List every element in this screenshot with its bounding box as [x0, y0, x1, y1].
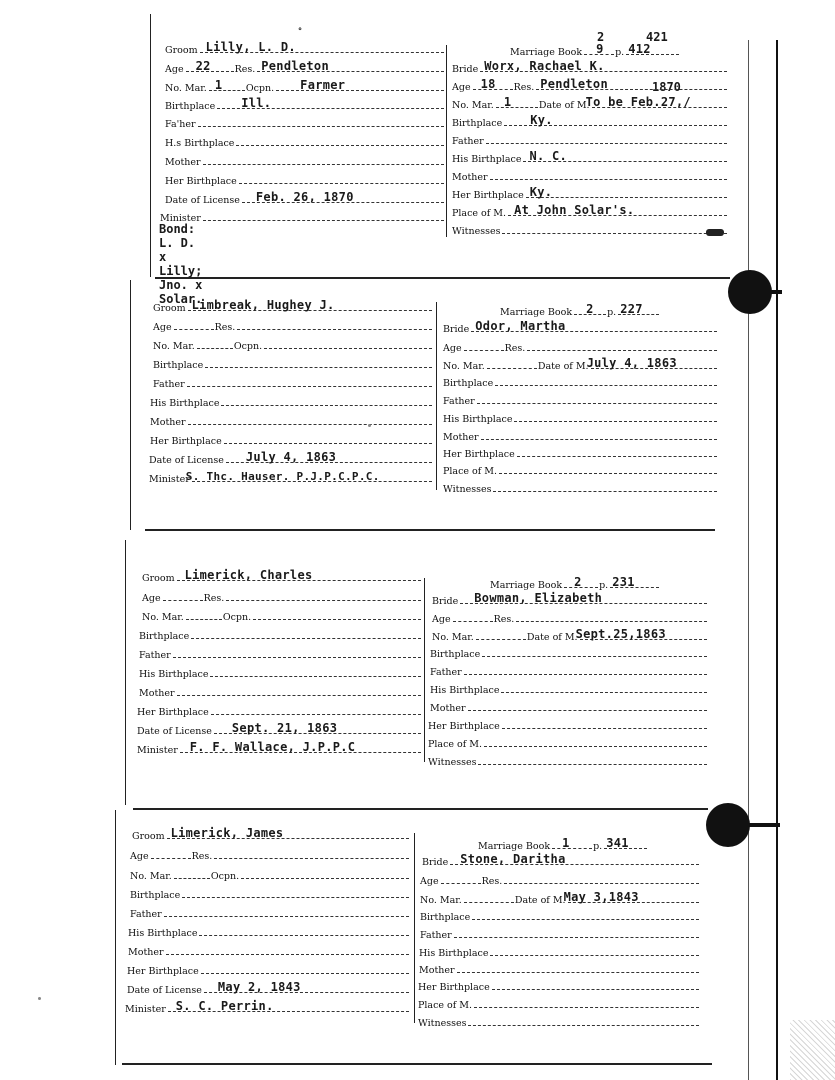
- groom-row: [132, 824, 410, 842]
- card-column-divider: [436, 302, 437, 490]
- bride-his-birthplace-row: [452, 147, 728, 165]
- bride-birthplace-row: [452, 111, 728, 129]
- minister-name: F. F. Wallace, J.P.P.C: [189, 740, 356, 754]
- father-row: [139, 643, 422, 661]
- birthplace-row: [153, 353, 433, 371]
- witnesses-label: Witnesses: [418, 1018, 467, 1029]
- place-of-marriage: At John Solar's.: [514, 203, 635, 217]
- date-of-license-label: Date of License: [165, 195, 240, 206]
- res-label: Res.: [513, 82, 535, 93]
- date-of-license: Feb. 26, 1870: [255, 190, 354, 204]
- marriage-book: 9: [596, 42, 604, 56]
- marriage-book-above: 2: [597, 30, 605, 44]
- date-of-m-label: Date of M.: [514, 895, 566, 906]
- date-of-marriage: To be Feb.27,/: [585, 95, 691, 109]
- mother-row: [128, 940, 410, 958]
- p-label: p.: [593, 841, 603, 852]
- groom-label: Groom: [153, 303, 186, 314]
- ink-blot: [706, 229, 724, 236]
- bride-her-birthplace-row: [443, 442, 718, 460]
- no-mar-label: No. Mar.: [130, 871, 172, 882]
- groom-label: Groom: [165, 45, 198, 56]
- his-birthplace-row: [139, 662, 422, 680]
- his-birthplace-row: [128, 921, 410, 939]
- birthplace-label: Birthplace: [165, 101, 216, 112]
- bride-his-birthplace: N. C.: [529, 149, 568, 163]
- her-birthplace-label: Her Birthplace: [452, 190, 524, 201]
- birthplace-label: Birthplace: [130, 890, 181, 901]
- bride-row: [443, 317, 718, 335]
- card-separator: [133, 808, 708, 810]
- place-of-m-row: [452, 201, 728, 219]
- witnesses-row: [443, 477, 718, 495]
- card-column-divider: [446, 45, 447, 237]
- place-of-m-row: [418, 993, 700, 1011]
- place-of-m-label: Place of M.: [452, 208, 507, 219]
- groom-name: Lilly, L. D.: [205, 40, 296, 54]
- mother-label: Mother: [139, 688, 175, 699]
- age-label: Age: [130, 851, 149, 862]
- birthplace-label: Birthplace: [420, 912, 471, 923]
- marriage-book: 1: [562, 836, 570, 850]
- marriage-book-page: 227: [620, 302, 643, 316]
- mother-label: Mother: [452, 172, 488, 183]
- bride-label: Bride: [422, 857, 449, 868]
- minister-name: S. Thc. Hauser. P.J.P.C.P.C.: [185, 470, 380, 483]
- no-mar-label: No. Mar.: [153, 341, 195, 352]
- his-birthplace-label: His Birthplace: [430, 685, 500, 696]
- bride-nomar-row: [452, 93, 728, 111]
- age-label: Age: [432, 614, 451, 625]
- mother-label: Mother: [128, 947, 164, 958]
- her-birthplace-row: [137, 700, 422, 718]
- marriage-book: 2: [574, 575, 582, 589]
- bride-his-birthplace-row: [443, 407, 718, 425]
- age-label: Age: [420, 876, 439, 887]
- marriage-book-page: 412: [628, 42, 651, 56]
- her-birthplace-label: Her Birthplace: [165, 176, 237, 187]
- bride-name: Odor, Martha: [475, 319, 566, 333]
- bride-label: Bride: [443, 324, 470, 335]
- groom-name: Limerick, Charles: [184, 568, 313, 582]
- bride-his-birthplace-row: [430, 678, 708, 696]
- minister-label: Minister: [137, 745, 178, 756]
- witnesses-label: Witnesses: [452, 226, 501, 237]
- father-row: [165, 112, 445, 130]
- bride-age-res-row: [432, 607, 708, 625]
- groom-label: Groom: [142, 573, 175, 584]
- card-left-edge: [125, 540, 126, 805]
- marriage-book-row: [510, 40, 680, 58]
- bride-row: [422, 850, 700, 868]
- bride-age-res-row: [452, 75, 728, 93]
- page-right-edge: [776, 40, 778, 1080]
- father-label: Fa'her: [165, 119, 196, 130]
- p-label: p.: [615, 47, 625, 58]
- bride-her-birthplace-row: [428, 714, 708, 732]
- groom-name: Limerick, James: [170, 826, 284, 840]
- date-of-license-label: Date of License: [149, 455, 224, 466]
- no-mar-label: No. Mar.: [443, 361, 485, 372]
- minister-row: [137, 738, 422, 756]
- bride-age: 18: [480, 77, 496, 91]
- bride-nomar-row: [420, 888, 700, 906]
- groom-row: [153, 296, 433, 314]
- mother-label: Mother: [430, 703, 466, 714]
- place-of-m-row: [443, 459, 718, 477]
- card-separator: [122, 1063, 712, 1065]
- bride-age-res-row: [420, 869, 700, 887]
- her-birthplace-label: Her Birthplace: [127, 966, 199, 977]
- mother-row: [139, 681, 422, 699]
- age-label: Age: [165, 64, 184, 75]
- date-of-license-row: [165, 188, 445, 206]
- her-birthplace-row: [165, 169, 445, 187]
- minister-row: [160, 206, 445, 224]
- bride-father-row: [420, 923, 700, 941]
- bride-name: Stone, Daritha: [460, 852, 566, 866]
- witnesses-label: Witnesses: [443, 484, 492, 495]
- her-birthplace-label: Her Birthplace: [137, 707, 209, 718]
- res-label: Res.: [493, 614, 515, 625]
- nomar-ocpn-row: [153, 334, 433, 352]
- groom-row: [165, 38, 445, 56]
- date-of-marriage: May 3,1843: [563, 890, 639, 904]
- bride-birthplace-row: [443, 371, 718, 389]
- bride-her-birthplace: Ky.: [529, 185, 553, 199]
- groom-label: Groom: [132, 831, 165, 842]
- date-of-m-label: Date of M.: [526, 632, 578, 643]
- bride-no-mar: 1: [503, 95, 512, 109]
- place-of-m-label: Place of M.: [443, 466, 498, 477]
- p-label: p.: [607, 307, 617, 318]
- his-birthplace-row: [150, 391, 433, 409]
- date-of-license: July 4, 1863: [245, 450, 337, 464]
- bride-label: Bride: [432, 596, 459, 607]
- bride-father-row: [443, 389, 718, 407]
- bride-res: Pendleton: [540, 77, 608, 91]
- date-of-m-label: Date of M.: [538, 100, 590, 111]
- his-birthplace-row: [165, 131, 445, 149]
- her-birthplace-row: [127, 959, 410, 977]
- witnesses-row: [452, 219, 728, 237]
- bride-label: Bride: [452, 64, 479, 75]
- father-row: [130, 902, 410, 920]
- ocpn-label: Ocpn.: [233, 341, 263, 352]
- date-of-license-label: Date of License: [137, 726, 212, 737]
- groom-name: Limbreak, Hughey J.: [191, 298, 335, 312]
- father-row: [153, 372, 433, 390]
- card-separator: [155, 277, 730, 279]
- res-note: 1870: [652, 80, 681, 94]
- witnesses-label: Witnesses: [428, 757, 477, 768]
- scan-noise: [790, 1020, 835, 1080]
- card-column-divider: [424, 578, 425, 762]
- date-of-license-label: Date of License: [127, 985, 202, 996]
- mother-row: [165, 150, 445, 168]
- father-label: Father: [139, 650, 171, 661]
- bride-mother-row: [452, 165, 728, 183]
- place-of-m-label: Place of M.: [418, 1000, 473, 1011]
- father-label: Father: [420, 930, 452, 941]
- binder-hole-bar: [740, 823, 780, 827]
- his-birthplace-label: His Birthplace: [452, 154, 522, 165]
- birthplace-label: Birthplace: [153, 360, 204, 371]
- bond-note: Bond: L. D. x Lilly; Jno. x Solar.: [159, 222, 203, 306]
- her-birthplace-label: Her Birthplace: [418, 982, 490, 993]
- date-of-license-row: [137, 719, 422, 737]
- groom-row: [142, 566, 422, 584]
- date-of-license: May 2, 1843: [217, 980, 301, 994]
- birthplace-label: Birthplace: [430, 649, 481, 660]
- mother-row: [150, 410, 433, 428]
- place-of-m-row: [428, 732, 708, 750]
- bride-row: [432, 589, 708, 607]
- res-label: Res.: [191, 851, 213, 862]
- page-right-edge-inner: [748, 40, 749, 1080]
- witnesses-row: [428, 750, 708, 768]
- minister-label: Minister: [160, 213, 201, 224]
- bride-her-birthplace-row: [452, 183, 728, 201]
- marriage-book-page: 231: [612, 575, 635, 589]
- nomar-ocpn-row: [165, 76, 445, 94]
- bride-row: [452, 57, 728, 75]
- bride-father-row: [452, 129, 728, 147]
- nomar-ocpn-row: [130, 864, 410, 882]
- groom-birthplace: Ill.: [241, 96, 272, 110]
- her-birthplace-label: Her Birthplace: [443, 449, 515, 460]
- birthplace-label: Birthplace: [139, 631, 190, 642]
- father-label: Father: [153, 379, 185, 390]
- date-of-marriage: Sept.25,1863: [575, 627, 666, 641]
- res-label: Res.: [481, 876, 503, 887]
- age-res-row: [153, 315, 433, 333]
- marriage-book-label: Marriage Book: [510, 47, 583, 58]
- res-label: Res.: [234, 64, 256, 75]
- no-mar-label: No. Mar.: [452, 100, 494, 111]
- age-label: Age: [452, 82, 471, 93]
- marriage-book: 2: [586, 302, 594, 316]
- his-birthplace-label: His Birthplace: [419, 948, 489, 959]
- date-of-license-row: [149, 448, 433, 466]
- scanned-page: Groom Lilly, L. D. ˚ Age 22 Res. Pendleton No. Mar. 1 Ocpn. Farmer Birthplace Ill. Fa'her H.s Birthplace Mother Her Birthplace Date of License Feb. 26, 1870 Minister Bond: L. D. x Lilly; Jno. x Solar. 2 421 Marriage Book 9 p. 412 Bride Worx, Rachael K. 1870 Age 18 Res. Pendleton No. Mar. 1 Date of M. To be Feb.27,/ Birthplace Ky. Father His Birthplace N. C. Mother Her Birthplace Ky. Place of M. At John Solar's. Witnesses Groom Limbreak, Hughey J. Age Res. No. Mar. Ocpn. Birthplace Father His Birthplace Mother Her Birthplace Date of License July 4, 1863 Minister S. Thc. Hauser. P.J.P.C.P.C. Marriage Book 2 p. 227 Bride Odor, Martha Age Res. No. Mar. Date of M. July 4, 1863 Birthplace Father His Birthplace Mother Her Birthplace Place of M. Witnesses Groom Limerick, Charles Age Res. No. Mar. Ocpn. Birthplace Father His Birthplace Mother Her Birthplace Date of License Sept. 21, 1863 Minister F. F. Wallace, J.P.P.C Marriage Book 2 p. 231 Bride Bowman, Elizabeth Age Res. No. Mar. Date of M. Sept.25,1863 Birthplace Father His Birthplace Mother Her Birthplace Place of M. Witnesses Groom Limerick, James Age Res. No. Mar. Ocpn. Birthplace Father His Birthplace Mother Her Birthplace Date of License May 2, 1843 Minister S. C. Perrin. Marriage Book 1 p. 341 Bride Stone, Daritha Age Res. No. Mar. Date of M. May 3,1843 Birthplace Father His Birthplace Mother Her Birthplace Place of M. Witnesses: [0, 0, 835, 1080]
- card-left-edge: [130, 280, 131, 530]
- mother-label: Mother: [150, 417, 186, 428]
- no-mar-label: No. Mar.: [432, 632, 474, 643]
- p-label: p.: [599, 580, 609, 591]
- scan-speck: [368, 424, 371, 427]
- father-label: Father: [443, 396, 475, 407]
- card-left-edge: [115, 810, 116, 1065]
- marriage-book-row: [500, 300, 660, 318]
- no-mar-label: No. Mar.: [420, 895, 462, 906]
- card-left-edge: [150, 14, 151, 277]
- bride-birthplace: Ky.: [530, 113, 553, 127]
- father-label: Father: [452, 136, 484, 147]
- bride-birthplace-row: [420, 905, 700, 923]
- his-birthplace-label: His Birthplace: [139, 669, 209, 680]
- minister-row: [125, 997, 410, 1015]
- ocpn-label: Ocpn.: [210, 871, 240, 882]
- bride-father-row: [430, 660, 708, 678]
- card-column-divider: [414, 833, 415, 1023]
- bride-mother-row: [430, 696, 708, 714]
- birthplace-row: [165, 94, 445, 112]
- her-birthplace-label: Her Birthplace: [150, 436, 222, 447]
- date-of-license-row: [127, 978, 410, 996]
- res-label: Res.: [504, 343, 526, 354]
- birthplace-row: [130, 883, 410, 901]
- his-birthplace-label: His Birthplace: [128, 928, 198, 939]
- bride-age-res-row: [443, 336, 718, 354]
- minister-name: S. C. Perrin.: [175, 999, 274, 1013]
- bride-her-birthplace-row: [418, 975, 700, 993]
- age-label: Age: [443, 343, 462, 354]
- minister-label: Minister: [125, 1004, 166, 1015]
- witnesses-row: [418, 1011, 700, 1029]
- minister-label: Minister: [149, 474, 190, 485]
- ocpn-label: Ocpn.: [222, 612, 252, 623]
- ocpn-label: Ocpn.: [245, 83, 275, 94]
- res-label: Res.: [203, 593, 225, 604]
- birthplace-label: Birthplace: [452, 118, 503, 129]
- birthplace-label: Birthplace: [443, 378, 494, 389]
- groom-no-mar: 1: [214, 78, 223, 92]
- age-res-row: [142, 586, 422, 604]
- bride-name: Bowman, Elizabeth: [474, 591, 603, 605]
- marriage-book-label: Marriage Book: [500, 307, 573, 318]
- father-label: Father: [430, 667, 462, 678]
- minister-row: [149, 467, 433, 485]
- card-separator: [145, 529, 715, 531]
- scan-speck: [38, 997, 41, 1000]
- his-birthplace-label: His Birthplace: [443, 414, 513, 425]
- father-label: Father: [130, 909, 162, 920]
- age-res-row: [165, 57, 445, 75]
- groom-age: 22: [195, 59, 211, 73]
- no-mar-label: No. Mar.: [142, 612, 184, 623]
- mother-label: Mother: [419, 965, 455, 976]
- her-birthplace-row: [150, 429, 433, 447]
- age-label: Age: [142, 593, 161, 604]
- her-birthplace-label: Her Birthplace: [428, 721, 500, 732]
- marriage-book-label: Marriage Book: [490, 580, 563, 591]
- age-res-row: [130, 844, 410, 862]
- age-label: Age: [153, 322, 172, 333]
- his-birthplace-label: H.s Birthplace: [165, 138, 235, 149]
- place-of-m-label: Place of M.: [428, 739, 483, 750]
- res-label: Res.: [214, 322, 236, 333]
- date-of-m-label: Date of M.: [537, 361, 589, 372]
- no-mar-label: No. Mar.: [165, 83, 207, 94]
- marriage-book-label: Marriage Book: [478, 841, 551, 852]
- bride-nomar-row: [443, 354, 718, 372]
- date-of-license: Sept. 21, 1863: [231, 721, 338, 735]
- groom-ocpn: Farmer: [300, 78, 346, 92]
- marriage-book-page: 341: [606, 836, 629, 850]
- birthplace-row: [139, 624, 422, 642]
- bride-mother-row: [419, 958, 700, 976]
- bride-mother-row: [443, 425, 718, 443]
- binder-hole-bar: [760, 290, 782, 294]
- bride-his-birthplace-row: [419, 941, 700, 959]
- bride-birthplace-row: [430, 642, 708, 660]
- nomar-ocpn-row: [142, 605, 422, 623]
- groom-res: Pendleton: [261, 59, 329, 73]
- mother-label: Mother: [443, 432, 479, 443]
- bride-name: Worx, Rachael K.: [484, 59, 605, 73]
- bride-nomar-row: [432, 625, 708, 643]
- his-birthplace-label: His Birthplace: [150, 398, 220, 409]
- page-above: 421: [646, 30, 668, 44]
- mother-label: Mother: [165, 157, 201, 168]
- date-of-marriage: July 4, 1863: [586, 356, 677, 370]
